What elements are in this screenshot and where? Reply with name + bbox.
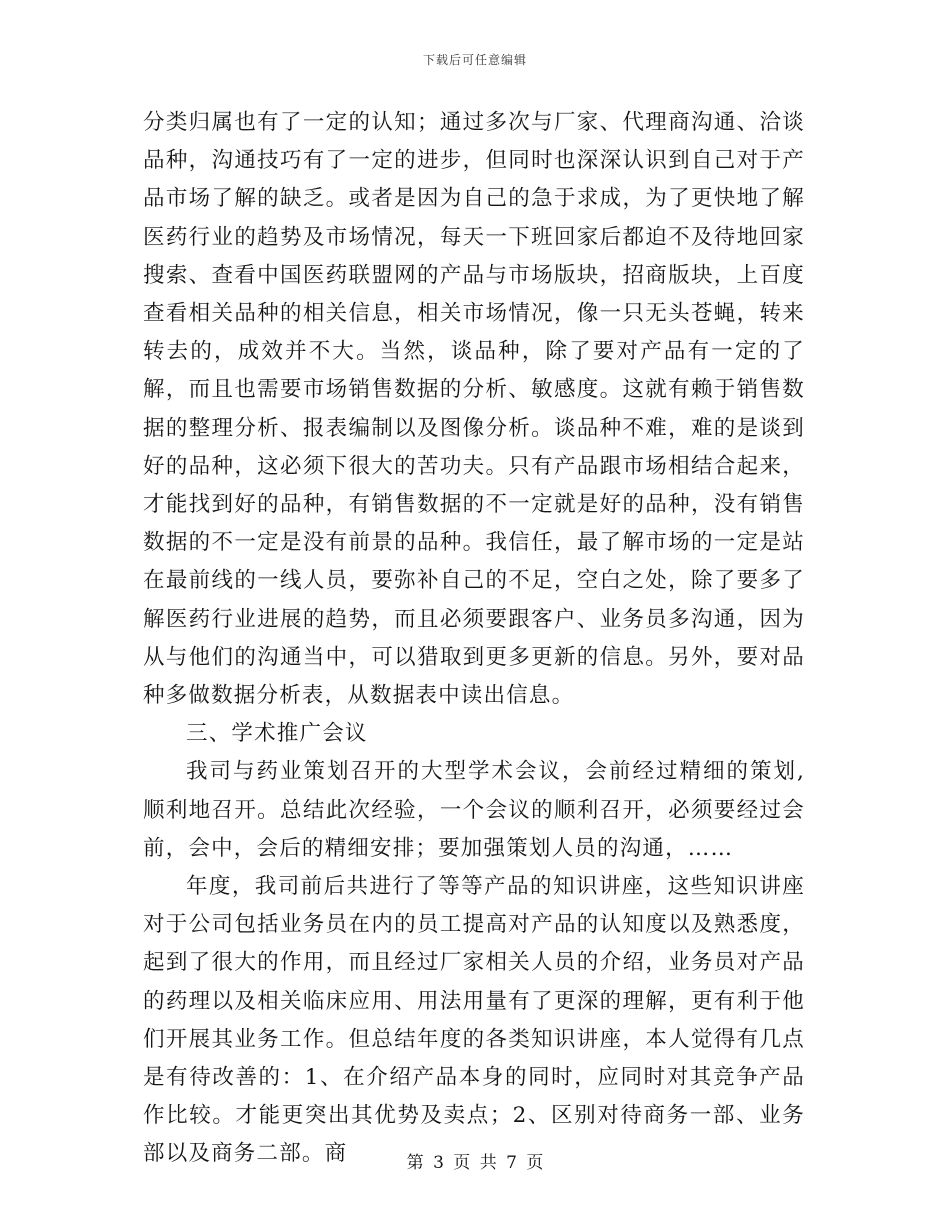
- section-heading-academic-meetings: 三、学术推广会议: [186, 721, 368, 747]
- paragraph-knowledge-lectures: 年度，我司前后共进行了等等产品的知识讲座，这些知识讲座对于公司包括业务员在内的员工提高对产品的认知度以及熟悉度，起到了很大的作用，而且经过厂家相关人员的介绍，业务员对产品的药理以及相关临床应用、用法用量有了更深的理解，更有利于他们开展其业务工作。但总结年度的各类知识讲座，本人觉得有几点是有待改善的：1、在介绍产品本身的同时，应同时对其竞争产品作比较。才能更突出其优势及卖点；2、区别对待商务一部、业务部以及商务二部。商: [143, 874, 805, 1167]
- paragraph-academic-meeting: 我司与药业策划召开的大型学术会议，会前经过精细的策划,顺利地召开。总结此次经验，一个会议的顺利召开，必须要经过会前，会中，会后的精细安排；要加强策划人员的沟通，……: [143, 759, 805, 861]
- page-header: 下载后可任意编辑: [422, 53, 527, 67]
- document-body: [143, 104, 805, 1174]
- page-number: 第 3 页 共 7 页: [406, 1153, 544, 1173]
- paragraph-market-knowledge: 分类归属也有了一定的认知；通过多次与厂家、代理商沟通、洽谈品种，沟通技巧有了一定的进步，但同时也深深认识到自己对于产品市场了解的缺乏。或者是因为自己的急于求成，为了更快地了解医药行业的趋势及市场情况，每天一下班回家后都迫不及待地回家搜索、查看中国医药联盟网的产品与市场版块，招商版块，上百度查看相关品种的相关信息，相关市场情况，像一只无头苍蝇，转来转去的，成效并不大。当然，谈品种，除了要对产品有一定的了解，而且也需要市场销售数据的分析、敏感度。这就有赖于销售数据的整理分析、报表编制以及图像分析。谈品种不难，难的是谈到好的品种，这必须下很大的苦功夫。只有产品跟市场相结合起来，才能找到好的品种，有销售数据的不一定就是好的品种，没有销售数据的不一定是没有前景的品种。我信任，最了解市场的一定是站在最前线的一线人员，要弥补自己的不足，空白之处，除了要多了解医药行业进展的趋势，而且必须要跟客户、业务员多沟通，因为从与他们的沟通当中，可以猎取到更多更新的信息。另外，要对品种多做数据分析表，从数据表中读出信息。: [143, 110, 805, 709]
